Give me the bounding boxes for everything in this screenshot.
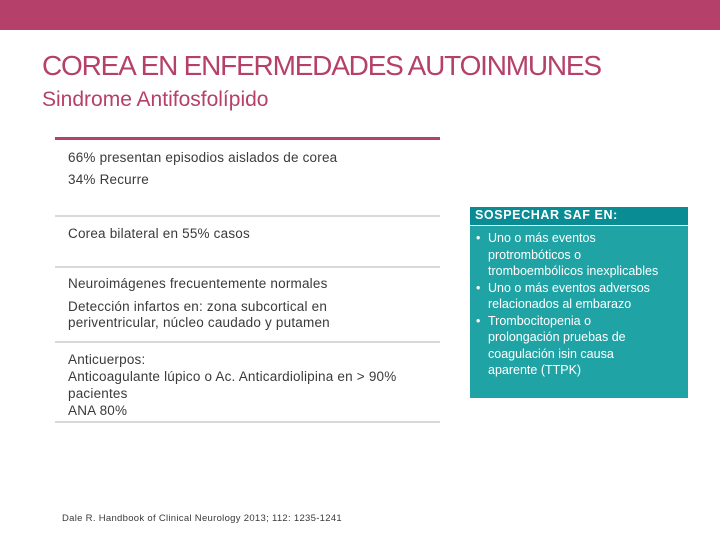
point-infarcts-line2: periventricular, núcleo caudado y putamen — [68, 315, 330, 330]
point-infarcts-line1: Detección infartos en: zona subcortical en — [68, 299, 328, 314]
criteria-line: Uno o más eventos — [488, 231, 596, 245]
criteria-item — [476, 313, 684, 379]
criteria-line: prolongación pruebas de — [488, 330, 626, 344]
criteria-item — [476, 280, 684, 313]
divider — [55, 421, 440, 423]
point-antibodies-line1: Anticuerpos: — [68, 352, 146, 367]
criteria-item — [476, 230, 684, 280]
point-neuroimaging: Neuroimágenes frecuentemente normales — [68, 276, 328, 291]
point-antibodies-line4: ANA 80% — [68, 403, 128, 418]
reference-citation: Dale R. Handbook of Clinical Neurology 2013; 112: 1235-1241 — [62, 513, 342, 524]
criteria-line: protrombóticos o — [488, 247, 582, 262]
top-accent-bar — [0, 0, 720, 30]
suspect-saf-panel-header — [470, 207, 688, 225]
stat-episodes: 66% presentan episodios aislados de corea — [68, 150, 338, 165]
divider — [55, 341, 440, 343]
point-bilateral: Corea bilateral en 55% casos — [68, 226, 250, 241]
criteria-line: tromboembólicos inexplicables — [488, 264, 659, 278]
point-antibodies-line2: Anticoagulante lúpico o Ac. Anticardiolipina en > 90% — [68, 369, 397, 384]
suspect-saf-panel — [470, 226, 688, 398]
criteria-line: aparente (TTPK) — [488, 363, 582, 377]
panel-heading: SOSPECHAR SAF EN: — [475, 208, 618, 222]
point-antibodies-line3: pacientes — [68, 386, 128, 401]
title-divider — [55, 137, 440, 140]
bullet-icon: • — [476, 313, 481, 328]
criteria-line: Uno o más eventos adversos — [488, 280, 650, 295]
divider — [55, 215, 440, 217]
bullet-icon: • — [476, 231, 481, 245]
criteria-line: relacionados al embarazo — [488, 297, 632, 311]
criteria-list — [476, 230, 684, 379]
bullet-icon: • — [476, 280, 481, 295]
stat-recurrence: 34% Recurre — [68, 172, 149, 187]
slide-title: COREA EN ENFERMEDADES AUTOINMUNES — [42, 50, 601, 81]
slide-subtitle: Sindrome Antifosfolípido — [42, 88, 269, 111]
criteria-line: Trombocitopenia o — [488, 313, 592, 328]
criteria-line: coagulación isin causa — [488, 346, 614, 361]
divider — [55, 266, 440, 268]
